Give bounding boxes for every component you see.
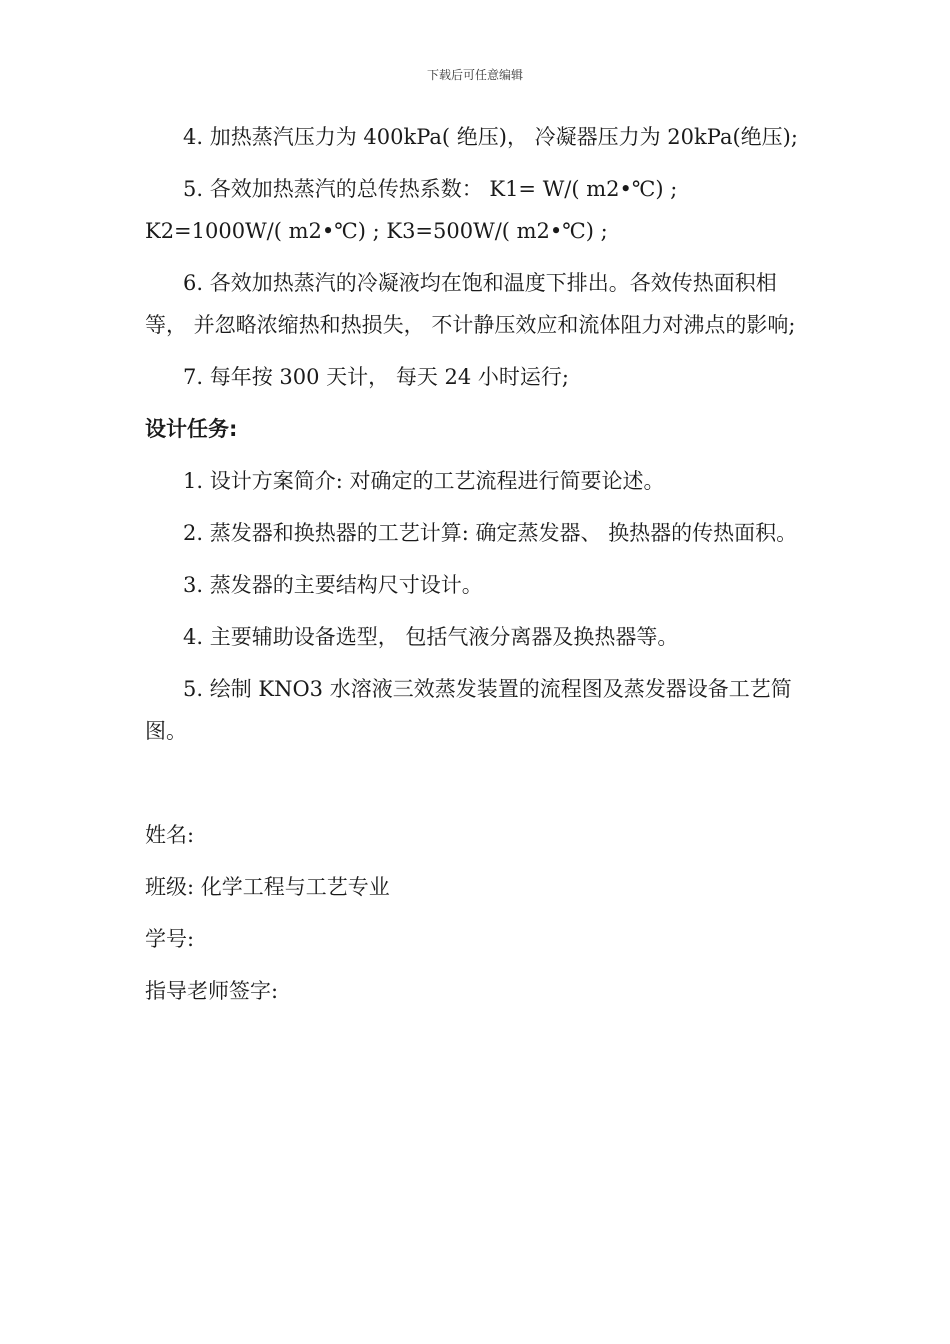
document-body <box>145 116 809 1022</box>
task-item: 3. 蒸发器的主要结构尺寸设计。 <box>183 573 483 597</box>
requirement-item: 4. 加热蒸汽压力为 400kPa( 绝压)， 冷凝器压力为 20kPa(绝压); <box>183 125 798 149</box>
page-header-note: 下载后可任意编辑 <box>426 68 523 82</box>
task-item: 2. 蒸发器和换热器的工艺计算: 确定蒸发器、 换热器的传热面积。 <box>183 521 798 545</box>
advisor-signature-field: 指导老师签字: <box>145 979 279 1003</box>
student-class-field: 班级: 化学工程与工艺专业 <box>145 875 390 899</box>
requirement-item: 6. 各效加热蒸汽的冷凝液均在饱和温度下排出。各效传热面积相等， 并忽略浓缩热和热损失， 不计静压效应和流体阻力对沸点的影响; <box>145 271 796 337</box>
design-tasks-heading: 设计任务: <box>145 417 238 441</box>
student-name-field: 姓名: <box>145 823 195 847</box>
requirement-item: 7. 每年按 300 天计， 每天 24 小时运行; <box>183 365 569 389</box>
task-item: 1. 设计方案简介: 对确定的工艺流程进行简要论述。 <box>183 469 665 493</box>
requirement-item: 5. 各效加热蒸汽的总传热系数： K1= W/( m2•℃) ; K2=1000W/( m2•℃) ; K3=500W/( m2•℃) ; <box>145 177 678 243</box>
task-item: 5. 绘制 KNO3 水溶液三效蒸发装置的流程图及蒸发器设备工艺简图。 <box>145 677 792 743</box>
task-item: 4. 主要辅助设备选型， 包括气液分离器及换热器等。 <box>183 625 679 649</box>
spacer <box>145 762 809 814</box>
student-id-field: 学号: <box>145 927 195 951</box>
